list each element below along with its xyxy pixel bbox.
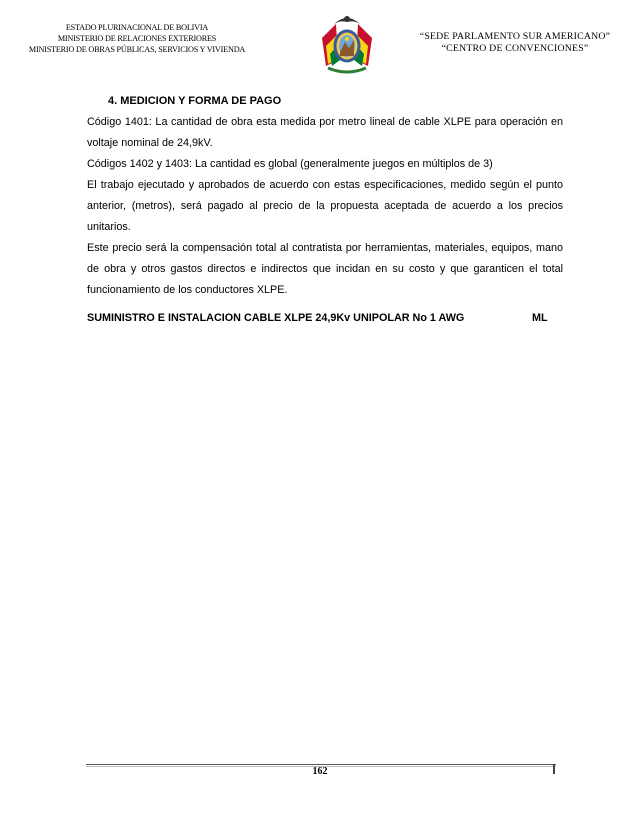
- header-institution-block: [6, 22, 268, 55]
- paragraph-codes-1402-1403: Códigos 1402 y 1403: La cantidad es global (generalmente juegos en múltiplos de 3): [87, 158, 493, 170]
- item-description: SUMINISTRO E INSTALACION CABLE XLPE 24,9Kv UNIPOLAR No 1 AWG: [87, 312, 465, 324]
- footer-rule: [86, 764, 556, 765]
- item-line: [87, 312, 563, 324]
- page-number: 162: [312, 766, 328, 777]
- header-project-block: [395, 31, 635, 55]
- header-project-title: “SEDE PARLAMENTO SUR AMERICANO”: [419, 31, 611, 42]
- bolivia-coat-of-arms-icon: [314, 10, 380, 76]
- item-unit: ML: [532, 312, 548, 324]
- header-state-line: ESTADO PLURINACIONAL DE BOLIVIA: [65, 23, 209, 32]
- section-heading: 4. MEDICION Y FORMA DE PAGO: [108, 95, 282, 107]
- paragraph-measurement: El trabajo ejecutado y aprobados de acuerdo con estas especificaciones, medido según el punto anterior, (metros), será pagado al precio de la propuesta aceptada de acuerdo a los precios unitarios.: [87, 179, 563, 233]
- footer-rule-end-mark: [553, 764, 555, 774]
- header-ministry-works-line: MINISTERIO DE OBRAS PÚBLICAS, SERVICIOS Y VIVIENDA: [28, 45, 246, 54]
- paragraph-code-1401: Código 1401: La cantidad de obra esta medida por metro lineal de cable XLPE para operación en voltaje nominal de 24,9kV.: [87, 116, 563, 149]
- header-project-subtitle: “CENTRO DE CONVENCIONES”: [441, 43, 589, 54]
- header-ministry-foreign-line: MINISTERIO DE RELACIONES EXTERIORES: [57, 34, 217, 43]
- paragraph-compensation: Este precio será la compensación total al contratista por herramientas, materiales, equipos, mano de obra y otros gastos directos e indirectos que incidan en su costo y que garanticen el total funcionamiento de los conductores XLPE.: [87, 242, 563, 296]
